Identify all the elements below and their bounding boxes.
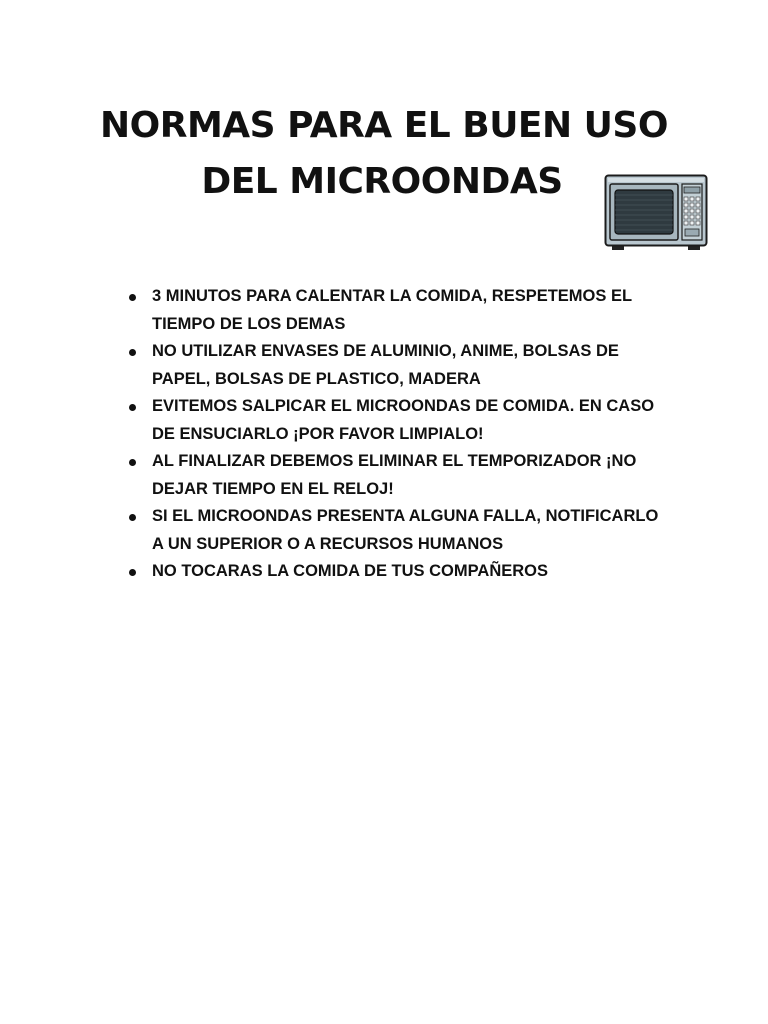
bullet-icon [129,349,136,356]
microwave-icon [604,174,708,252]
rule-5-line-1: SI EL MICROONDAS PRESENTA ALGUNA FALLA, NOTIFICARLO [152,507,659,525]
rule-6-line-1: NO TOCARAS LA COMIDA DE TUS COMPAÑEROS [152,562,549,580]
rules-list [128,283,688,586]
rule-3-line-2: DE ENSUCIARLO ¡POR FAVOR LIMPIALO! [152,424,484,443]
title-line-1: NORMAS PARA EL BUEN USO [100,105,668,146]
bullet-icon [129,569,136,576]
list-item [128,503,688,558]
bullet-icon [129,404,136,411]
list-item [128,393,688,448]
bullet-icon [129,294,136,301]
bullet-icon [129,459,136,466]
rule-5-line-2: A UN SUPERIOR O A RECURSOS HUMANOS [152,534,504,553]
list-item [128,558,688,586]
list-item [128,283,688,338]
rule-3-line-1: EVITEMOS SALPICAR EL MICROONDAS DE COMIDA. EN CASO [152,397,655,415]
rule-4-line-1: AL FINALIZAR DEBEMOS ELIMINAR EL TEMPORIZADOR ¡NO [152,452,637,470]
list-item [128,338,688,393]
list-item [128,448,688,503]
title-line-2: DEL MICROONDAS [201,161,563,202]
bullet-icon [129,514,136,521]
rule-4-line-2: DEJAR TIEMPO EN EL RELOJ! [152,479,394,498]
rule-2-line-1: NO UTILIZAR ENVASES DE ALUMINIO, ANIME, BOLSAS DE [152,342,619,360]
rule-1-line-2: TIEMPO DE LOS DEMAS [152,314,346,333]
rule-1-line-1: 3 MINUTOS PARA CALENTAR LA COMIDA, RESPETEMOS EL [152,287,633,305]
rule-2-line-2: PAPEL, BOLSAS DE PLASTICO, MADERA [152,369,481,388]
